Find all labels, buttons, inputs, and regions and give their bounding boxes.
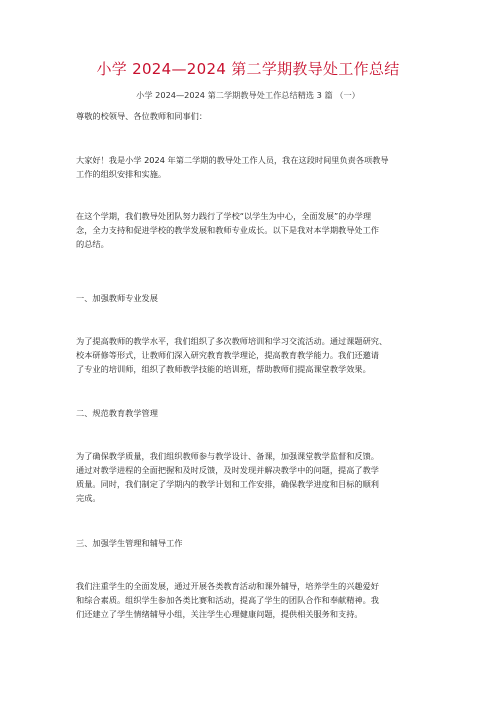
- intro-paragraph: [76, 153, 428, 181]
- section-paragraph: [76, 334, 428, 376]
- paragraph-line: 了专业的培训师，组织了教师教学技能的培训班，帮助教师们提高课堂教学效果。: [76, 364, 371, 374]
- greeting-text: 尊敬的校领导、各位教师和同事们：: [76, 111, 208, 121]
- document-title: 小学 2024—2024 第二学期教导处工作总结: [96, 60, 400, 78]
- section-heading-text: 一、加强教师专业发展: [76, 293, 158, 303]
- paragraph-line: 在这个学期，我们教导处团队努力践行了学校“以学生为中心，全面发展”的办学理: [76, 211, 372, 221]
- section-heading-text: 二、规范教育教学管理: [76, 408, 158, 418]
- paragraph-line: 大家好！我是小学 2024 年第二学期的教导处工作人员，我在这段时间里负责各项教导: [76, 155, 389, 165]
- section-heading: [76, 291, 428, 305]
- overview-paragraph: [76, 209, 428, 251]
- section-heading: [76, 536, 428, 550]
- paragraph-line: 完成。: [76, 493, 101, 503]
- paragraph-line: 质量。同时，我们制定了学期内的教学计划和工作安排，确保教学进度和目标的顺利: [76, 479, 379, 489]
- paragraph-line: 们还建立了学生情绪辅导小组，关注学生心理健康问题，提供相关服务和支持。: [76, 609, 363, 619]
- section-heading: [76, 406, 428, 420]
- paragraph-line: 和综合素质。组织学生参加各类比赛和活动，提高了学生的团队合作和奉献精神。我: [76, 595, 379, 605]
- paragraph-line: 的总结。: [76, 239, 109, 249]
- paragraph-line: 为了确保教学质量，我们组织教师参与教学设计、备课，加强课堂教学监督和反馈。: [76, 451, 379, 461]
- greeting: [76, 109, 428, 123]
- section-heading-text: 三、加强学生管理和辅导工作: [76, 538, 183, 548]
- paragraph-line: 校本研修等形式，让教师们深入研究教育教学理论，提高教育教学能力。我们还邀请: [76, 350, 379, 360]
- section-paragraph: [76, 449, 428, 505]
- document-subtitle: 小学 2024—2024 第二学期教导处工作总结精选 3 篇 （一）: [136, 90, 360, 100]
- section-paragraph: [76, 579, 428, 621]
- paragraph-line: 为了提高教师的教学水平，我们组织了多次教师培训和学习交流活动。通过课题研究、: [76, 336, 388, 346]
- paragraph-line: 我们注重学生的全面发展，通过开展各类教育活动和课外辅导，培养学生的兴趣爱好: [76, 581, 379, 591]
- paragraph-line: 念，全力支持和促进学校的教学发展和教师专业成长。以下是我对本学期教导处工作: [76, 225, 379, 235]
- paragraph-line: 通过对教学进程的全面把握和及时反馈，及时发现并解决教学中的问题，提高了教学: [76, 465, 379, 475]
- paragraph-line: 工作的组织安排和实施。: [76, 169, 167, 179]
